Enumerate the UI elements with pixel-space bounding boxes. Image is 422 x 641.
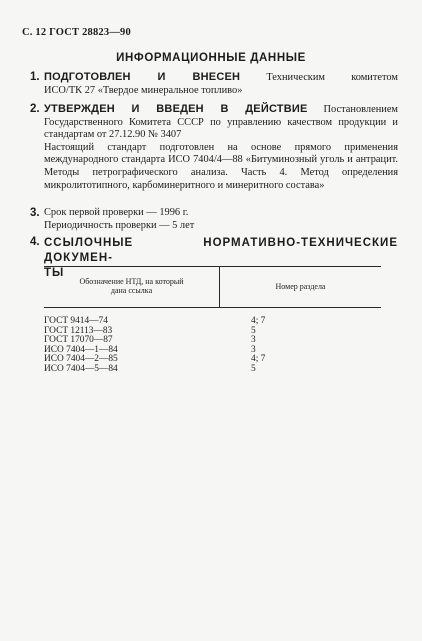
column-header-document [44, 277, 219, 295]
item-line: Срок первой проверки — 1996 г. [44, 207, 189, 218]
cell-section: 4; 7 [251, 316, 266, 326]
cell-section: 3 [251, 344, 256, 355]
cell-document: ГОСТ 9414—74 [44, 316, 108, 326]
item-number: 4. [30, 236, 40, 248]
page-header: С. 12 ГОСТ 28823—90 [22, 27, 131, 38]
section-heading: ССЫЛОЧНЫЕ НОРМАТИВНО-ТЕХНИЧЕСКИЕ ДОКУМЕН- [44, 237, 398, 264]
cell-section: 5 [251, 363, 256, 374]
info-item-1 [30, 71, 398, 97]
cell-document: ГОСТ 12113—83 [44, 325, 113, 336]
item-caps-heading: УТВЕРЖДЕН И ВВЕДЕН В ДЕЙСТВИЕ [44, 103, 308, 115]
item-line [44, 103, 398, 117]
cell-document: ИСО 7404—1—84 [44, 344, 118, 355]
section-heading: ТЫ [44, 267, 65, 279]
item-paragraph: Государственного Комитета СССР по управлению качеством продукции и стандартам от 27.12.90 № 3407 [44, 116, 398, 141]
table-header [44, 266, 381, 308]
item-text: Техническим комитетом [266, 72, 398, 83]
cell-section: 4; 7 [251, 354, 266, 364]
item-number: 2. [30, 103, 40, 115]
cell-document: ИСО 7404—5—84 [44, 363, 118, 374]
item-paragraph: Настоящий стандарт подготовлен на основе прямого применения международного стандарта ИСО 7404/4—88 «Битуминозный уголь и антрацит. Методы петрографического анализа. Часть 4. Метод определения микролитотипного, карбоминеритного и минеритного состава» [44, 141, 398, 191]
header-line: дана ссылка [110, 286, 153, 295]
item-line: ИСО/ТК 27 «Твердое минеральное топливо» [44, 84, 243, 96]
item-number: 1. [30, 71, 40, 83]
item-caps-heading: ПОДГОТОВЛЕН И ВНЕСЕН [44, 71, 241, 83]
item-text: Постановлением [323, 104, 399, 115]
column-header-section: Номер раздела [275, 282, 326, 291]
cell-document: ИСО 7404—2—85 [44, 354, 118, 364]
item-line [44, 71, 398, 85]
cell-section: 5 [251, 325, 256, 336]
table-row [44, 365, 381, 375]
cell-section: 3 [251, 335, 256, 345]
cell-document: ГОСТ 17070—87 [44, 335, 113, 345]
document-title: ИНФОРМАЦИОННЫЕ ДАННЫЕ [116, 52, 306, 64]
header-line: Обозначение НТД, на который [79, 277, 184, 286]
item-line: Периодичность проверки — 5 лет [44, 219, 195, 231]
info-item-2 [30, 103, 398, 192]
table-body [44, 317, 381, 374]
references-table [44, 266, 381, 374]
info-item-3 [30, 207, 398, 232]
item-number: 3. [30, 207, 40, 219]
